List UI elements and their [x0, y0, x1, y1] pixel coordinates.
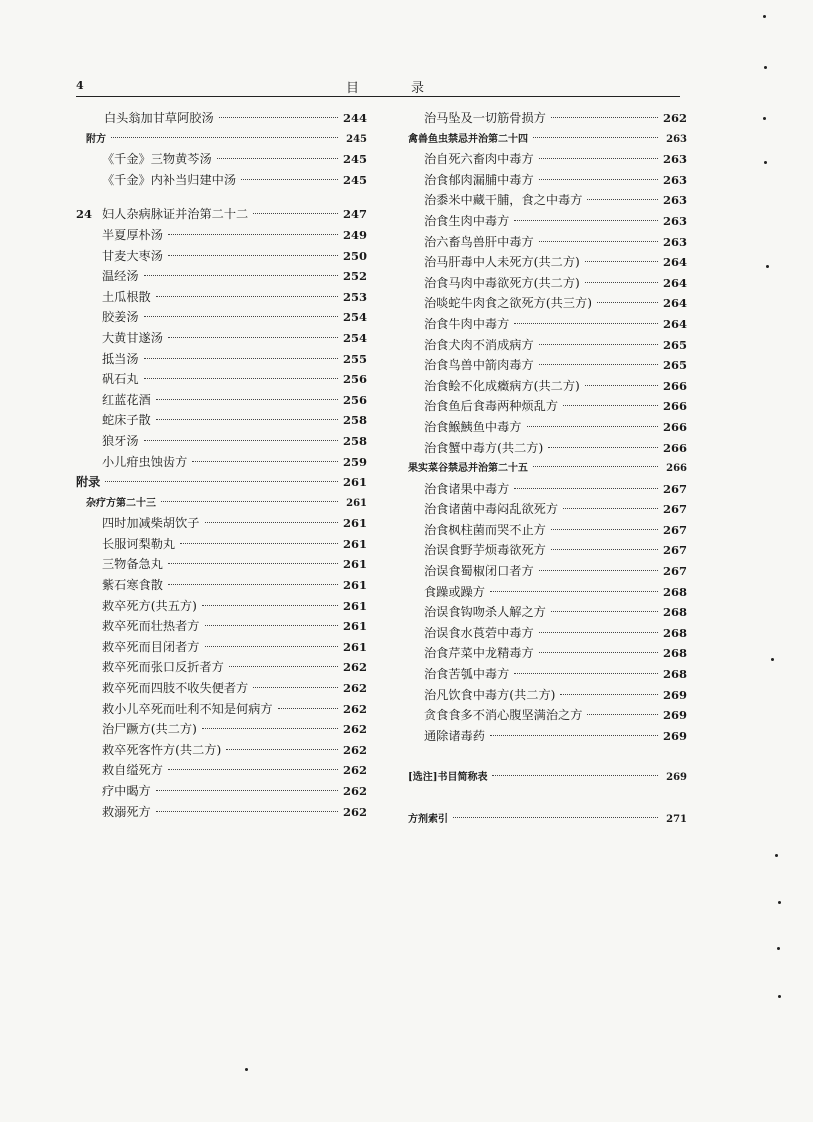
toc-entry-title: 三物备急丸	[102, 557, 163, 572]
toc-entry-title: 矾石丸	[102, 372, 139, 387]
toc-page-number: 263	[666, 133, 687, 145]
dot-leader	[168, 255, 338, 256]
toc-entry-title: 治食鲙不化成癥病方(共二方)	[424, 378, 580, 393]
toc-page-number: 256	[342, 372, 367, 387]
dot-leader	[168, 769, 338, 770]
dot-leader	[539, 241, 658, 242]
toc-entry-title: 治食马肉中毒欲死方(共二方)	[424, 275, 580, 290]
toc-entry-title: 救卒死而壮热者方	[102, 619, 200, 634]
toc-right-column	[408, 109, 687, 831]
toc-entry	[76, 576, 367, 597]
toc-entry-title: 胶姜汤	[102, 310, 139, 325]
toc-entry-title: 疗中暍方	[102, 784, 151, 798]
toc-section-heading	[76, 130, 367, 151]
toc-section-heading	[408, 768, 687, 789]
toc-entry	[76, 617, 367, 638]
toc-page-number: 267	[662, 543, 687, 558]
toc-entry-title: 治食鱼后食毒两种烦乱方	[424, 399, 559, 414]
toc-page-number: 244	[342, 111, 367, 125]
toc-entry	[408, 603, 687, 624]
dot-leader	[156, 296, 338, 297]
dot-leader	[551, 117, 658, 118]
toc-entry-title: 《千金》三物黄芩汤	[102, 152, 212, 167]
toc-entry-title: 白头翁加甘草阿胶汤	[104, 111, 214, 125]
toc-entry-title: 救自缢死方	[102, 763, 163, 778]
toc-entry-title: 救卒死而目闭者方	[102, 639, 200, 654]
dot-leader	[168, 234, 338, 235]
toc-entry	[408, 480, 687, 501]
toc-entry	[76, 555, 367, 576]
dot-leader	[527, 426, 658, 427]
dot-leader	[587, 199, 658, 200]
toc-page-number: 249	[342, 227, 367, 242]
dot-leader	[563, 508, 658, 509]
toc-entry-title: 治六畜鸟兽肝中毒方	[424, 234, 534, 249]
toc-page-number: 258	[342, 433, 367, 448]
toc-entry	[408, 541, 687, 562]
toc-page-number: 265	[662, 358, 687, 373]
scan-speck	[778, 995, 781, 998]
toc-page-number: 250	[342, 248, 367, 263]
toc-entry	[408, 377, 687, 398]
dot-leader	[156, 811, 338, 812]
toc-entry-title: 四时加减柴胡饮子	[102, 516, 200, 531]
toc-entry	[408, 686, 687, 707]
toc-entry	[408, 583, 687, 604]
toc-entry	[76, 171, 367, 192]
toc-page-number: 266	[662, 378, 687, 393]
toc-page-number: 261	[346, 497, 367, 509]
toc-page-number: 261	[342, 578, 367, 593]
toc-page-number: 256	[342, 392, 367, 407]
toc-page-number: 254	[342, 310, 367, 325]
toc-entry	[76, 782, 367, 803]
toc-entry	[76, 453, 367, 474]
toc-entry	[76, 473, 367, 494]
toc-entry	[76, 638, 367, 659]
toc-entry-title: 治误食蜀椒闭口者方	[424, 564, 534, 579]
dot-leader	[144, 316, 338, 317]
toc-entry-title: 治食诸菌中毒闷乱欲死方	[424, 502, 559, 517]
toc-page-number: 252	[342, 269, 367, 284]
toc-page-number: 268	[662, 667, 687, 682]
toc-entry	[408, 624, 687, 645]
toc-page-number: 262	[342, 701, 367, 716]
toc-entry	[76, 205, 367, 226]
toc-entry-title: 治食犬肉不消成病方	[424, 337, 534, 352]
toc-page-number: 262	[342, 763, 367, 778]
toc-entry-title: 治食芹菜中龙精毒方	[424, 646, 534, 661]
toc-entry-title: 治凡饮食中毒方(共二方)	[424, 687, 556, 702]
toc-entry-title: 救小儿卒死而吐利不知是何病方	[102, 701, 273, 716]
toc-entry-title: 治食牛肉中毒方	[424, 316, 510, 331]
toc-entry-title: 治食郁肉漏脯中毒方	[424, 172, 534, 187]
dot-leader	[490, 591, 658, 592]
dot-leader	[453, 817, 658, 818]
toc-entry	[408, 706, 687, 727]
toc-entry-title: 贪食食多不消心腹坚满治之方	[424, 708, 583, 723]
toc-entry	[76, 720, 367, 741]
dot-leader	[514, 323, 658, 324]
dot-leader	[229, 666, 338, 667]
toc-page-number: 262	[342, 681, 367, 696]
toc-page-number: 261	[342, 516, 367, 531]
toc-entry-title: 通除诸毒药	[424, 728, 485, 743]
toc-entry	[76, 226, 367, 247]
toc-page-number: 264	[662, 296, 687, 311]
dot-leader	[278, 708, 338, 709]
dot-leader	[105, 481, 338, 482]
toc-entry	[408, 109, 687, 130]
dot-leader	[551, 611, 658, 612]
toc-entry-title: 救溺死方	[102, 804, 151, 819]
scan-speck	[245, 1068, 248, 1071]
toc-entry-title: 杂疗方第二十三	[86, 497, 156, 509]
toc-page-number: 255	[342, 351, 367, 366]
toc-page-number: 267	[662, 481, 687, 496]
dot-leader	[539, 158, 658, 159]
toc-entry	[76, 109, 367, 130]
scan-speck	[763, 117, 766, 120]
toc-entry	[76, 803, 367, 824]
dot-leader	[202, 728, 338, 729]
toc-entry-title: 救卒死而四肢不收失便者方	[102, 681, 249, 696]
toc-page-number: 245	[342, 172, 367, 187]
toc-entry	[408, 500, 687, 521]
toc-section-heading	[408, 459, 687, 480]
toc-entry-title: 治食枫柱菌而哭不止方	[424, 522, 546, 537]
toc-entry-title: 治误食钩吻杀人解之方	[424, 605, 546, 620]
dot-leader	[539, 179, 658, 180]
toc-entry	[76, 150, 367, 171]
dot-leader	[585, 385, 658, 386]
dot-leader	[226, 749, 338, 750]
dot-leader	[111, 137, 338, 138]
toc-page-number: 259	[342, 454, 367, 469]
toc-entry	[76, 700, 367, 721]
dot-leader	[560, 694, 658, 695]
toc-page-number: 261	[342, 639, 367, 654]
toc-entry	[76, 535, 367, 556]
dot-leader	[180, 543, 338, 544]
toc-entry	[76, 329, 367, 350]
toc-entry	[76, 679, 367, 700]
dot-leader	[168, 563, 338, 564]
toc-entry	[76, 267, 367, 288]
toc-entry	[76, 350, 367, 371]
dot-leader	[144, 378, 338, 379]
toc-page-number: 262	[342, 660, 367, 675]
toc-page-number: 264	[662, 255, 687, 270]
toc-page-number: 261	[342, 557, 367, 572]
dot-leader	[168, 584, 338, 585]
toc-entry	[408, 191, 687, 212]
dot-leader	[161, 501, 338, 502]
dot-leader	[156, 419, 338, 420]
dot-leader	[533, 137, 658, 138]
dot-leader	[241, 179, 338, 180]
dot-leader	[144, 275, 338, 276]
toc-entry-title: [选注]书目简称表	[408, 772, 488, 784]
toc-entry-title: 半夏厚朴汤	[102, 227, 163, 242]
toc-entry-title: 治马坠及一切筋骨损方	[424, 111, 546, 125]
scan-speck	[778, 901, 781, 904]
toc-entry	[408, 644, 687, 665]
page-header	[76, 76, 680, 97]
toc-entry-title: 治食鸟兽中箭肉毒方	[424, 358, 534, 373]
toc-page-number: 264	[662, 316, 687, 331]
scan-speck	[764, 66, 767, 69]
toc-entry	[76, 247, 367, 268]
toc-page-number: 262	[342, 804, 367, 819]
toc-page-number: 266	[666, 463, 687, 475]
dot-leader	[156, 399, 338, 400]
toc-entry	[76, 597, 367, 618]
scan-speck	[777, 947, 780, 950]
toc-page-number: 262	[342, 784, 367, 798]
toc-page-number: 261	[342, 536, 367, 551]
dot-leader	[156, 790, 338, 791]
dot-leader	[563, 405, 658, 406]
dot-leader	[202, 605, 338, 606]
dot-leader	[490, 735, 658, 736]
toc-entry-title: 治食蟹中毒方(共二方)	[424, 440, 544, 455]
toc-entry	[408, 439, 687, 460]
toc-entry-title: 长服诃梨勒丸	[102, 536, 176, 551]
scan-speck	[763, 15, 766, 18]
dot-leader	[539, 652, 658, 653]
toc-entry-title: 甘麦大枣汤	[102, 248, 163, 263]
toc-entry-title: 治食鯸鮧鱼中毒方	[424, 419, 522, 434]
toc-page-number: 261	[342, 598, 367, 613]
toc-section-heading	[408, 130, 687, 151]
toc-page-number: 263	[662, 213, 687, 228]
toc-page-number: 266	[662, 440, 687, 455]
dot-leader	[205, 625, 338, 626]
toc-entry	[408, 150, 687, 171]
dot-leader	[539, 632, 658, 633]
toc-page-number: 268	[662, 584, 687, 599]
toc-page-number: 271	[666, 814, 687, 825]
page-number: 4	[76, 79, 84, 92]
dot-leader	[192, 461, 338, 462]
toc-entry	[76, 432, 367, 453]
toc-entry	[408, 418, 687, 439]
toc-entry	[76, 411, 367, 432]
dot-leader	[492, 775, 658, 776]
toc-entry-title: 治误食水莨菪中毒方	[424, 625, 534, 640]
toc-entry	[408, 212, 687, 233]
scan-speck	[771, 658, 774, 661]
toc-entry-title: 治啖蛇牛肉食之欲死方(共三方)	[424, 296, 592, 311]
toc-entry-title: 附方	[86, 133, 106, 145]
scan-speck	[766, 265, 769, 268]
dot-leader	[585, 282, 658, 283]
toc-entry	[408, 727, 687, 748]
toc-page-number: 261	[342, 475, 367, 490]
toc-left-column	[76, 109, 367, 823]
toc-entry	[408, 274, 687, 295]
toc-page-number: 258	[342, 413, 367, 428]
toc-page-number: 266	[662, 419, 687, 434]
toc-entry	[76, 658, 367, 679]
toc-entry-title: 土瓜根散	[102, 289, 151, 304]
toc-page-number: 247	[342, 207, 367, 222]
toc-entry	[76, 308, 367, 329]
dot-leader	[205, 646, 338, 647]
dot-leader	[144, 358, 338, 359]
toc-entry-title: 食躁或躁方	[424, 584, 485, 599]
toc-page-number: 267	[662, 502, 687, 517]
dot-leader	[514, 488, 658, 489]
toc-entry-title: 救卒死而张口反折者方	[102, 660, 224, 675]
toc-entry	[408, 233, 687, 254]
toc-entry-title: 狼牙汤	[102, 433, 139, 448]
dot-leader	[551, 549, 658, 550]
toc-entry-title: 禽兽鱼虫禁忌并治第二十四	[408, 133, 528, 145]
dot-leader	[253, 687, 338, 688]
toc-entry-title: 方剂索引	[408, 814, 448, 825]
toc-page-number: 268	[662, 646, 687, 661]
dot-leader	[253, 213, 338, 214]
toc-page-number: 268	[662, 625, 687, 640]
dot-leader	[587, 714, 658, 715]
toc-page-number: 262	[342, 742, 367, 757]
toc-page-number: 261	[342, 619, 367, 634]
dot-leader	[597, 302, 658, 303]
toc-page-number: 262	[342, 722, 367, 737]
dot-leader	[539, 364, 658, 365]
toc-entry-title: 救卒死方(共五方)	[102, 598, 197, 613]
dot-leader	[219, 117, 338, 118]
dot-leader	[548, 447, 658, 448]
toc-page-number: 263	[662, 152, 687, 167]
chapter-number: 24	[76, 207, 93, 222]
dot-leader	[217, 158, 338, 159]
toc-entry	[408, 336, 687, 357]
dot-leader	[168, 337, 338, 338]
toc-entry-title: 蛇床子散	[102, 413, 151, 428]
toc-entry-title: 温经汤	[102, 269, 139, 284]
toc-page-number: 269	[666, 772, 687, 784]
toc-section-heading	[76, 494, 367, 515]
toc-page-number: 267	[662, 564, 687, 579]
toc-entry-title: 治食诸果中毒方	[424, 481, 510, 496]
toc-entry-title: 《千金》内补当归建中汤	[102, 172, 237, 187]
toc-entry-title: 治马肝毒中人未死方(共二方)	[424, 255, 580, 270]
toc-entry	[408, 665, 687, 686]
toc-entry-title: 治黍米中藏干脯，食之中毒方	[424, 193, 583, 208]
toc-page-number: 262	[662, 111, 687, 125]
dot-leader	[539, 344, 658, 345]
page-title: 目录	[346, 81, 477, 96]
toc-entry	[408, 356, 687, 377]
toc-page-number: 245	[346, 133, 367, 145]
dot-leader	[533, 466, 658, 467]
toc-entry-title: 抵当汤	[102, 351, 139, 366]
toc-page-number: 267	[662, 522, 687, 537]
dot-leader	[144, 440, 338, 441]
toc-section-heading	[408, 810, 687, 831]
toc-entry-title: 救卒死客忤方(共二方)	[102, 742, 222, 757]
toc-entry-title: 治误食野芋烦毒欲死方	[424, 543, 546, 558]
toc-page-number: 263	[662, 234, 687, 249]
toc-page-number: 254	[342, 330, 367, 345]
toc-page-number: 269	[662, 708, 687, 723]
toc-page-number: 245	[342, 152, 367, 167]
toc-entry	[76, 391, 367, 412]
toc-entry-title: 治食苦瓠中毒方	[424, 667, 510, 682]
toc-entry	[408, 294, 687, 315]
dot-leader	[514, 220, 658, 221]
toc-page-number: 266	[662, 399, 687, 414]
toc-entry-title: 妇人杂病脉证并治第二十二	[102, 207, 249, 222]
toc-entry-title: 治尸蹶方(共二方)	[102, 722, 197, 737]
toc-entry	[76, 288, 367, 309]
toc-page-number: 265	[662, 337, 687, 352]
toc-entry	[76, 741, 367, 762]
dot-leader	[205, 522, 338, 523]
toc-entry	[408, 521, 687, 542]
toc-entry-title: 治食生肉中毒方	[424, 213, 510, 228]
toc-entry	[408, 253, 687, 274]
toc-page-number: 269	[662, 728, 687, 743]
toc-entry-title: 治自死六畜肉中毒方	[424, 152, 534, 167]
toc-entry-title: 果实菜谷禁忌并治第二十五	[408, 463, 528, 475]
toc-page-number: 263	[662, 172, 687, 187]
toc-entry	[76, 514, 367, 535]
toc-page-number: 268	[662, 605, 687, 620]
toc-page-number: 264	[662, 275, 687, 290]
toc-page-number: 263	[662, 193, 687, 208]
toc-entry	[408, 315, 687, 336]
scan-speck	[775, 854, 778, 857]
toc-entry	[408, 397, 687, 418]
toc-entry-title: 紫石寒食散	[102, 578, 163, 593]
toc-entry-title: 附录	[76, 475, 101, 490]
dot-leader	[551, 529, 658, 530]
toc-page-number: 269	[662, 687, 687, 702]
toc-entry	[408, 562, 687, 583]
toc-entry	[408, 171, 687, 192]
dot-leader	[514, 673, 658, 674]
dot-leader	[539, 570, 658, 571]
toc-entry-title: 小儿疳虫蚀齿方	[102, 454, 188, 469]
toc-entry	[76, 370, 367, 391]
dot-leader	[585, 261, 658, 262]
toc-entry	[76, 761, 367, 782]
scan-speck	[764, 161, 767, 164]
toc-entry-title: 大黄甘遂汤	[102, 330, 163, 345]
toc-page-number: 253	[342, 289, 367, 304]
toc-entry-title: 红蓝花酒	[102, 392, 151, 407]
